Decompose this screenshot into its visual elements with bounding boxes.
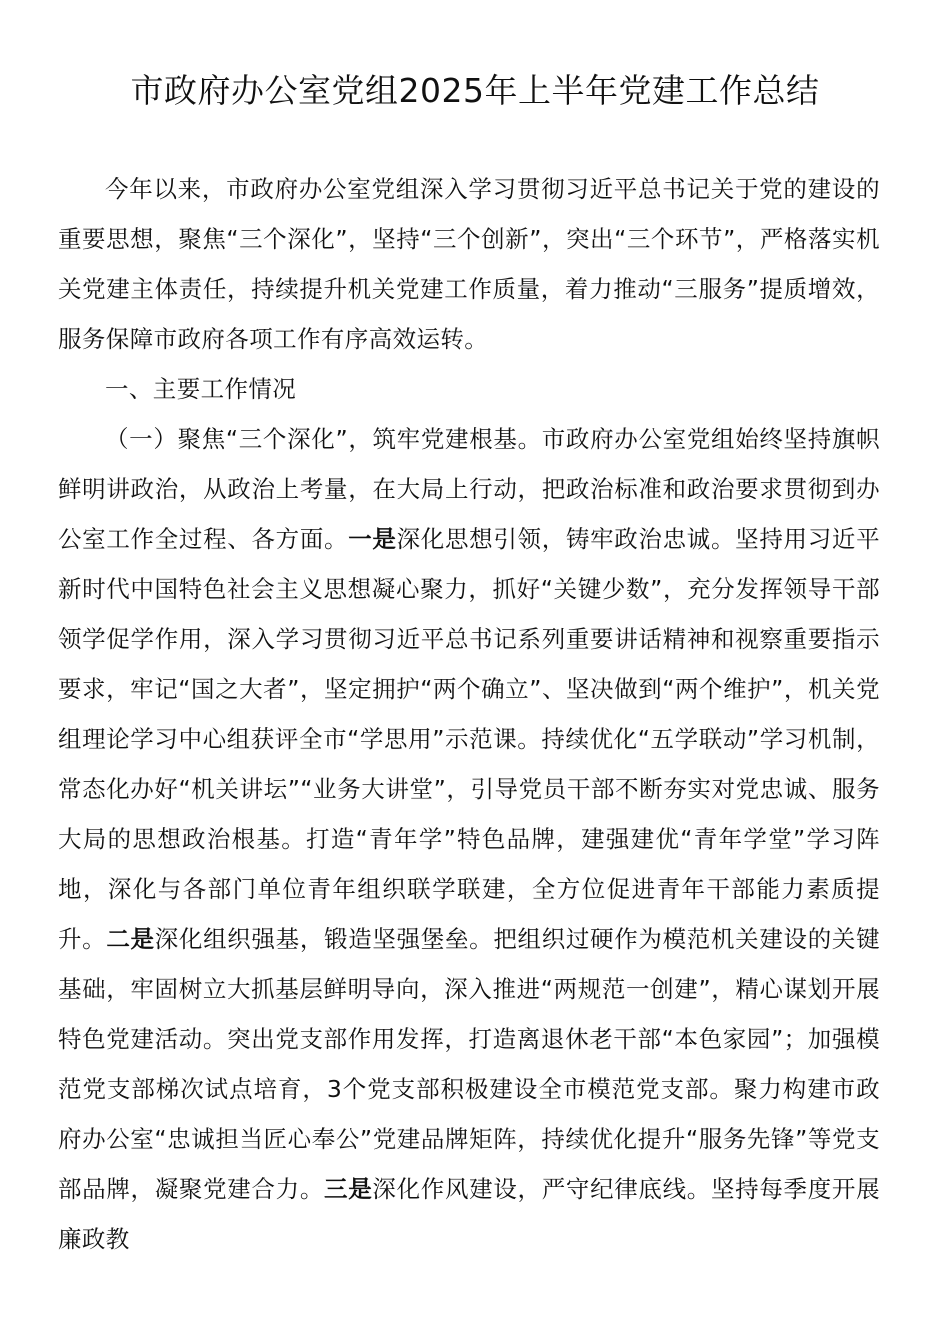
bold-marker: 一是 [348, 525, 397, 553]
document-body [58, 164, 880, 1264]
document-title: 市政府办公室党组2025年上半年党建工作总结 [130, 71, 820, 110]
bold-marker: 二是 [106, 925, 155, 953]
section-heading [58, 364, 880, 414]
paragraph-text: 深化组织强基，锻造坚强堡垒。把组织过硬作为模范机关建设的关键基础，牢固树立大抓基层鲜明导向，深入推进“两规范一创建”，精心谋划开展特色党建活动。突出党支部作用发挥，打造离退休老干部“本色家园”；加强模范党支部梯次试点培育，3个党支部积极建设全市模范党支部。聚力构建市政府办公室“忠诚担当匠心奉公”党建品牌矩阵，持续优化提升“服务先锋”等党支部品牌，凝聚党建合力。 [58, 925, 880, 1203]
intro-paragraph: 今年以来，市政府办公室党组深入学习贯彻习近平总书记关于党的建设的重要思想，聚焦“三个深化”，坚持“三个创新”，突出“三个环节”，严格落实机关党建主体责任，持续提升机关党建工作质量，着力推动“三服务”提质增效，服务保障市政府各项工作有序高效运转。 [58, 175, 880, 353]
section-heading-text: 一、主要工作情况 [105, 375, 297, 403]
paragraph-text: 深化思想引领，铸牢政治忠诚。坚持用习近平新时代中国特色社会主义思想凝心聚力，抓好“关键少数”，充分发挥领导干部领学促学作用，深入学习贯彻习近平总书记系列重要讲话精神和视察重要指示要求，牢记“国之大者”，坚定拥护“两个确立”、坚决做到“两个维护”，机关党组理论学习中心组获评全市“学思用”示范课。持续优化“五学联动”学习机制，常态化办好“机关讲坛”“业务大讲堂”，引导党员干部不断夯实对党忠诚、服务大局的思想政治根基。打造“青年学”特色品牌，建强建优“青年学堂”学习阵地，深化与各部门单位青年组织联学联建，全方位促进青年干部能力素质提升。 [58, 525, 880, 953]
paragraph-text: （一）聚焦“三个深化”，筑牢党建根基。市政府办公室党组始终坚持旗帜鲜明讲政治，从政治上考量，在大局上行动，把政治标准和政治要求贯彻到办公室工作全过程、各方面。 [58, 425, 880, 553]
work-paragraph [58, 414, 880, 1264]
bold-marker: 三是 [324, 1175, 373, 1203]
paragraph-text: 深化作风建设，严守纪律底线。坚持每季度开展廉政教 [58, 1175, 880, 1253]
